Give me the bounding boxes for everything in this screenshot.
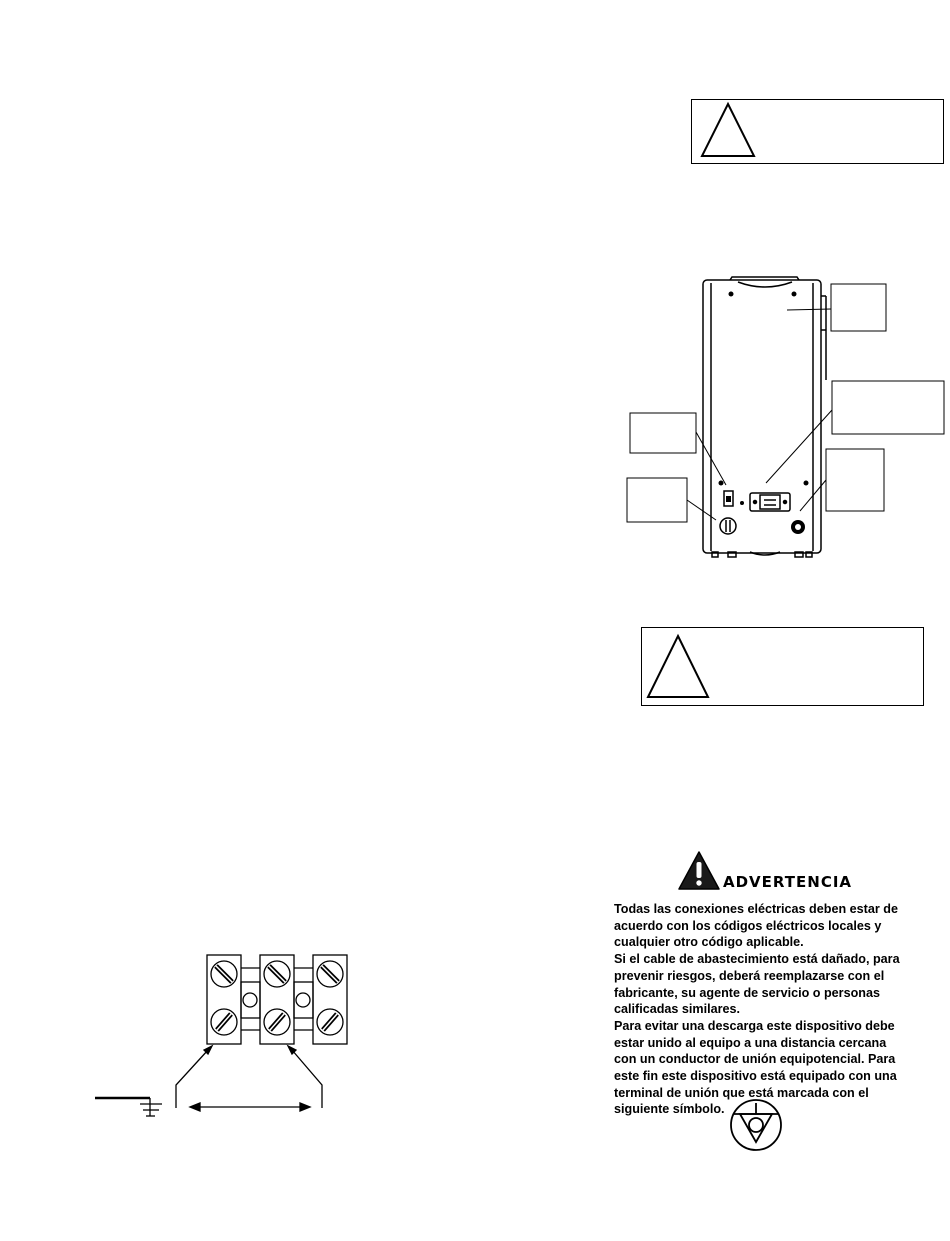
- advertencia-title: ADVERTENCIA: [723, 873, 853, 891]
- callout-box-top-right: [831, 284, 886, 331]
- heater-body: [703, 277, 826, 557]
- heater-screws: [719, 292, 809, 506]
- advertencia-line: Si el cable de abastecimiento está dañado, para: [614, 952, 900, 967]
- advertencia-line: Todas las conexiones eléctricas deben estar de: [614, 902, 898, 916]
- callout-leader-lines: [687, 309, 832, 520]
- equipotential-bonding-symbol-icon: [727, 1097, 787, 1157]
- ground-symbol-icon: [95, 1098, 162, 1116]
- advertencia-line: fabricante, su agente de servicio o personas: [614, 985, 880, 1000]
- power-switch: [724, 491, 733, 506]
- power-connector: [750, 493, 790, 511]
- callout-box-right-lower: [826, 449, 884, 511]
- appliance-rear-view-diagram: [0, 0, 950, 600]
- advertencia-line: con un conductor de unión equipotencial. Para: [614, 1052, 896, 1067]
- caution-triangle-icon: [642, 628, 712, 700]
- callout-box-left-lower: [627, 478, 687, 522]
- advertencia-line: Para evitar una descarga este dispositivo debe: [614, 1018, 895, 1033]
- cable-gland: [791, 520, 805, 534]
- terminal-screws: [211, 961, 343, 1035]
- advertencia-line: cualquier otro código aplicable.: [614, 935, 804, 950]
- advertencia-line: siguiente símbolo.: [614, 1102, 725, 1117]
- caution-box-middle: [641, 627, 924, 706]
- exclamation-warning-icon: [677, 850, 721, 892]
- advertencia-line: acuerdo con los códigos eléctricos locales y: [614, 918, 882, 933]
- drain-knob: [720, 518, 736, 534]
- advertencia-line: estar unido al equipo a una distancia cercana: [614, 1035, 887, 1050]
- advertencia-line: calificadas similares.: [614, 1002, 741, 1017]
- advertencia-line: prevenir riesgos, deberá reemplazarse con el: [614, 968, 885, 983]
- advertencia-header: [677, 850, 917, 892]
- wiring-arrows: [176, 1046, 322, 1111]
- advertencia-text: [614, 901, 900, 1118]
- advertencia-line: este fin este dispositivo está equipado con una: [614, 1069, 897, 1084]
- terminal-block-diagram: [80, 940, 380, 1160]
- callout-box-right-wide: [832, 381, 944, 434]
- callout-box-left-upper: [630, 413, 696, 453]
- advertencia-line: terminal de unión que está marcada con el: [614, 1085, 869, 1100]
